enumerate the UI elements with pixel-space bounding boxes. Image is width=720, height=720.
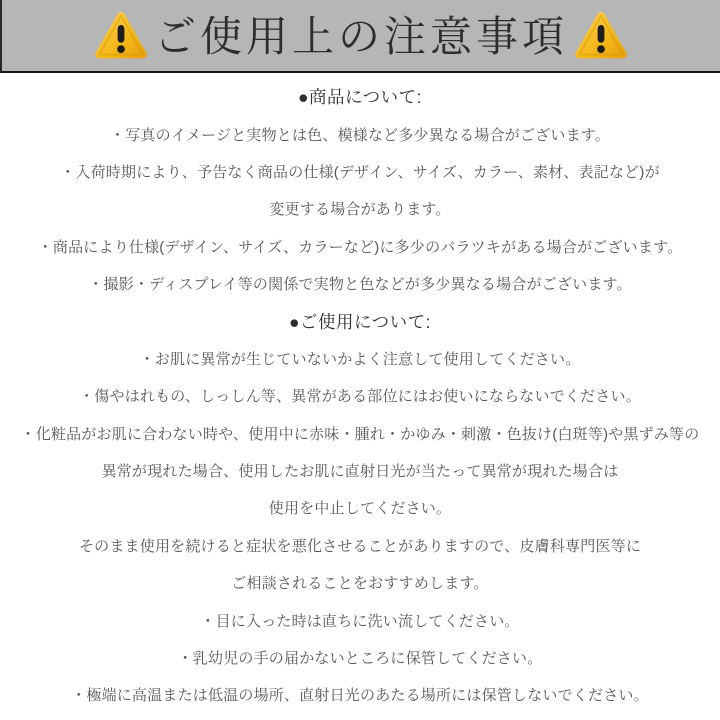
notice-line: ・お肌に異常が生じていないかよく注意して使用してください。 — [139, 350, 581, 368]
notice-line: ・入荷時期により、予告なく商品の仕様(デザイン、サイズ、カラー、素材、表記など)が — [60, 163, 660, 181]
notice-body — [0, 73, 720, 714]
notice-line: そのまま使用を続けると症状を悪化させることがありますので、皮膚科専門医等に — [78, 537, 642, 555]
notice-line: ・乳幼児の手の届かないところに保管してください。 — [177, 650, 543, 668]
notice-line: ・傷やはれもの、しっしん等、異常がある部位にはお使いにならないでください。 — [79, 388, 641, 406]
notice-line: ・極端に高温または低温の場所、直射日光のあたる場所には保管しないでください。 — [71, 687, 649, 705]
notice-line: ご相談されることをおすすめします。 — [231, 575, 489, 593]
section-heading-product: ●商品について: — [297, 87, 423, 108]
notice-line: ・商品により仕様(デザイン、サイズ、カラーなど)に多少のバラツキがある場合がございます。 — [37, 238, 683, 256]
notice-line: 変更する場合があります。 — [269, 201, 451, 219]
page-title: ご使用上の注意事項 — [153, 12, 568, 60]
notice-line: ・化粧品がお肌に合わない時や、使用中に赤味・腫れ・かゆみ・刺激・色抜け(白斑等)や黒ずみ等の — [20, 425, 700, 443]
notice-line: ・撮影・ディスプレイ等の関係で実物と色などが多少異なる場合がございます。 — [88, 276, 632, 294]
section-heading-usage: ●ご使用について: — [288, 311, 432, 332]
warning-triangle-icon — [94, 8, 148, 64]
notice-line: 異常が現れた場合、使用したお肌に直射日光が当たって異常が現れた場合は — [101, 463, 619, 481]
notice-line: ・目に入った時は直ちに洗い流してください。 — [200, 612, 520, 630]
notice-line: 使用を中止してください。 — [268, 500, 452, 518]
warning-triangle-icon — [574, 8, 628, 64]
notice-line: ・写真のイメージと実物とは色、模様など多少異なる場合がございます。 — [110, 126, 610, 144]
notice-header — [0, 0, 720, 73]
